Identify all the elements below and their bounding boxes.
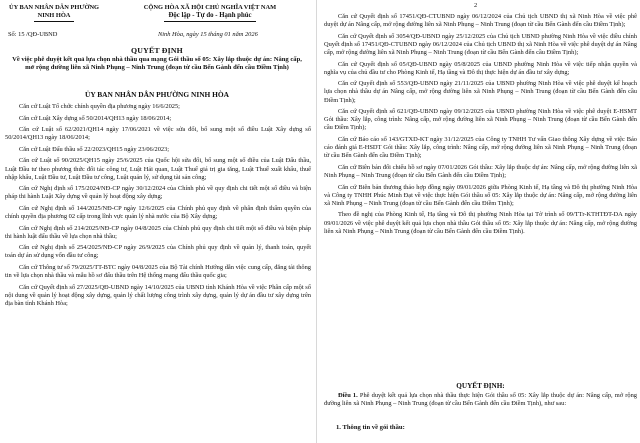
legal-basis-item: Căn cứ Luật Đấu thầu số 22/2023/QH15 ngày 23/06/2023; [19, 145, 170, 153]
legal-basis-item: Căn cứ Quyết định số 553/QĐ-UBND ngày 21/11/2025 của UBND phường Ninh Hòa về việc phê duyệt kế hoạch lựa chọn nhà thầu dự án Nâng cấp, mở rộng đường liên xã Ninh Phụng – Ninh Trung (đoạn từ cầu Bến Gành đến cầu Điềm Tịnh); [324, 80, 637, 104]
motto-underline [164, 21, 256, 22]
issuing-authority: ỦY BAN NHÂN DÂN PHƯỜNG NINH HÒA [85, 90, 229, 99]
document-type: QUYẾT ĐỊNH [131, 46, 183, 55]
legal-basis-item: Căn cứ Nghị định số 144/2025/NĐ-CP ngày 12/6/2025 của Chính phủ quy định về phân định thẩm quyền của chính quyền địa phương 02 cấp trong lĩnh vực quản lý nhà nước của Bộ Xây dựng; [5, 204, 311, 221]
nation-motto: Độc lập - Tự do - Hạnh phúc [168, 12, 252, 19]
legal-basis-item: Căn cứ Báo cáo số 143/GTXD-KT ngày 31/12/2025 của Công ty TNHH Tư vấn Giao thông Xây dựng về việc Báo cáo đánh giá E-HSDT Gói thầu: Xây lắp, công trình: Nâng cấp, mở rộng đường liên xã Ninh Phụng – Ninh Trung (đoạn từ cầu Bến Gành đến cầu Điềm Tịnh); [324, 135, 637, 160]
decision-heading: QUYẾT ĐỊNH: [456, 382, 505, 390]
legal-basis-item: Căn cứ Quyết định số 621/QĐ-UBND ngày 09/12/2025 của UBND phường Ninh Hòa về việc phê duyệt E-HSMT Gói thầu: Xây lắp, công trình: Nâng cấp, mở rộng đường liên xã Ninh Phụng – Ninh Trung (đoạn từ cầu Bến Gành đến cầu Điềm Tịnh); [324, 108, 637, 132]
document-number: Số: 15 /QĐ-UBND [8, 31, 58, 38]
legal-basis-item: Căn cứ Quyết định số 17451/QĐ-CTUBND ngày 06/12/2024 của Chủ tịch UBND thị xã Ninh Hòa về việc phê duyệt dự án Nâng cấp, mở rộng đường liên xã Ninh Phụng – Ninh Trung (đoạn từ cầu Bến Gành đến cầu Điềm Tịnh); [324, 13, 637, 29]
legal-basis-item: Căn cứ Nghị định số 175/2024/NĐ-CP ngày 30/12/2024 của Chính phủ về quy định chi tiết một số điều và biện pháp thi hành Luật Xây dựng về quản lý hoạt động xây dựng; [5, 185, 311, 201]
legal-basis-item: Theo đề nghị của Phòng Kinh tế, Hạ tầng và Đô thị phường Ninh Hòa tại Tờ trình số 09/TTr-KTHTĐT-DA ngày 09/01/2026 về việc phê duyệt kết quả lựa chọn nhà thầu Gói thầu số 05: Xây lắp thuộc dự án: Nâng cấp, mở rộng đường liên xã Ninh Phụng – Ninh Trung (đoạn từ cầu Bến Gành đến cầu Điềm Tịnh). [324, 211, 637, 235]
legal-basis-list-continued [324, 13, 637, 239]
legal-basis-item: Căn cứ Luật Tổ chức chính quyền địa phương ngày 16/6/2025; [19, 103, 180, 110]
article-text: Phê duyệt kết quả lựa chọn nhà thầu thực hiện Gói thầu số 05: Xây lắp thuộc dự án: Nâng cấp, mở rộng đường liên xã Ninh Phụng – Ninh Trung (đoạn từ cầu Bến Gành đến cầu Điềm Tịnh), như sau: [324, 392, 637, 408]
national-header [110, 4, 310, 22]
subsection-heading: 1. Thông tin về gói thầu: [336, 424, 405, 431]
document-subject: Về việc phê duyệt kết quả lựa chọn nhà thầu qua mạng Gói thầu số 05: Xây lắp thuộc dự án: Nâng cấp, mở rộng đường liên xã Ninh Phụng – Ninh Trung (đoạn từ cầu Bến Gành đến cầu Điềm Tịnh) [12, 56, 302, 72]
article-label: Điều 1. [338, 392, 358, 399]
legal-basis-item: Căn cứ Thông tư số 79/2025/TT-BTC ngày 04/8/2025 của Bộ Tài chính Hướng dẫn việc cung cấp, đăng tải thông tin về lựa chọn nhà thầu và mẫu hồ sơ đấu thầu trên Hệ thống mạng đấu thầu quốc gia; [5, 264, 311, 280]
legal-basis-item: Căn cứ Luật số 62/2021/QH14 ngày 17/06/2021 về việc sửa đổi, bổ sung một số điều Luật Xây dựng số 50/2014/QH13 ngày 18/06/2014; [5, 126, 311, 142]
legal-basis-item: Căn cứ Nghị định số 214/2025/NĐ-CP ngày 04/8/2025 của Chính phủ quy định chi tiết một số điều và biện pháp thi hành luật đấu thầu về lựa chọn nhà thầu; [5, 224, 311, 240]
legal-basis-item: Căn cứ Luật Xây dựng số 50/2014/QH13 ngày 18/06/2014; [19, 114, 172, 122]
legal-basis-item: Căn cứ Quyết định số 3054/QĐ-UBND ngày 25/12/2025 của Chủ tịch UBND phường Ninh Hòa về việc điều chỉnh Quyết định số 17451/QĐ-CTUBND ngày 06/12/2024 của Chủ tịch UBND thị xã Ninh Hòa về việc phê duyệt dự án Nâng cấp, mở rộng đường liên xã Ninh Phụng – Ninh Trung (đoạn từ cầu Bến Gành đến cầu Điềm Tịnh); [324, 32, 637, 57]
page-number: 2 [474, 2, 478, 9]
page-divider [316, 0, 317, 443]
legal-basis-item: Căn cứ Biên bản đối chiếu hồ sơ ngày 07/01/2026 Gói thầu: Xây lắp thuộc dự án: Nâng cấp, mở rộng đường liên xã Ninh Phụng – Ninh Trung (đoạn từ cầu Bến Gành đến cầu Điềm Tịnh); [324, 163, 637, 179]
legal-basis-item: Căn cứ Biên bản thương thảo hợp đồng ngày 09/01/2026 giữa Phòng Kinh tế, Hạ tầng và Đô thị phường Ninh Hòa và Công ty TNHH Phúc Minh Đạt về việc thực hiện Gói thầu số 05: Xây lắp thuộc dự án: Nâng cấp, mở rộng đường liên xã Ninh Phụng – Ninh Trung (đoạn từ cầu Bến Gành đến cầu Điềm Tịnh); [324, 183, 637, 207]
agency-name: ỦY BAN NHÂN DÂN PHƯỜNG NINH HÒA [8, 4, 100, 19]
article-one [324, 392, 637, 408]
issuing-agency [2, 4, 106, 22]
legal-basis-item: Căn cứ Quyết định số 05/QĐ-UBND ngày 05/8/2025 của UBND phường Ninh Hòa về việc tiếp nhận quyền và nghĩa vụ của chủ đầu tư cho Phòng Kinh tế, Hạ tầng và Đô thị thực hiện dự án đầu tư xây dựng; [324, 60, 637, 76]
agency-underline [34, 21, 74, 22]
document-date: Ninh Hòa, ngày 15 tháng 01 năm 2026 [158, 31, 258, 38]
legal-basis-item: Căn cứ Nghị định số 254/2025/NĐ-CP ngày 26/9/2025 của Chính phủ quy định về quản lý, thanh toán, quyết toán dự án sử dụng vốn đầu tư công; [5, 244, 311, 260]
legal-basis-list [5, 103, 311, 312]
legal-basis-item: Căn cứ Quyết định số 27/2025/QĐ-UBND ngày 14/10/2025 của UBND tỉnh Khánh Hòa về việc Phân cấp một số nội dung về quản lý hoạt động xây dựng, quản lý chất lượng công trình xây dựng, quản lý dự án đầu tư xây dựng trên địa bàn tỉnh Khánh Hòa; [5, 283, 311, 308]
legal-basis-item: Căn cứ Luật số 90/2025/QH15 ngày 25/6/2025 của Quốc hội sửa đổi, bổ sung một số điều của Luật Đấu thầu, Luật Đầu tư theo phương thức đối tác công tư, Luật Hải quan, Luật Thuế giá trị gia tăng, Luật Thuế xuất khẩu, thuế nhập khẩu, Luật Đầu tư, Luật Đầu tư công, Luật quản lý, sử dụng tài sản công; [5, 157, 311, 181]
nation-name: CỘNG HÒA XÃ HỘI CHỦ NGHĨA VIỆT NAM [143, 4, 277, 11]
